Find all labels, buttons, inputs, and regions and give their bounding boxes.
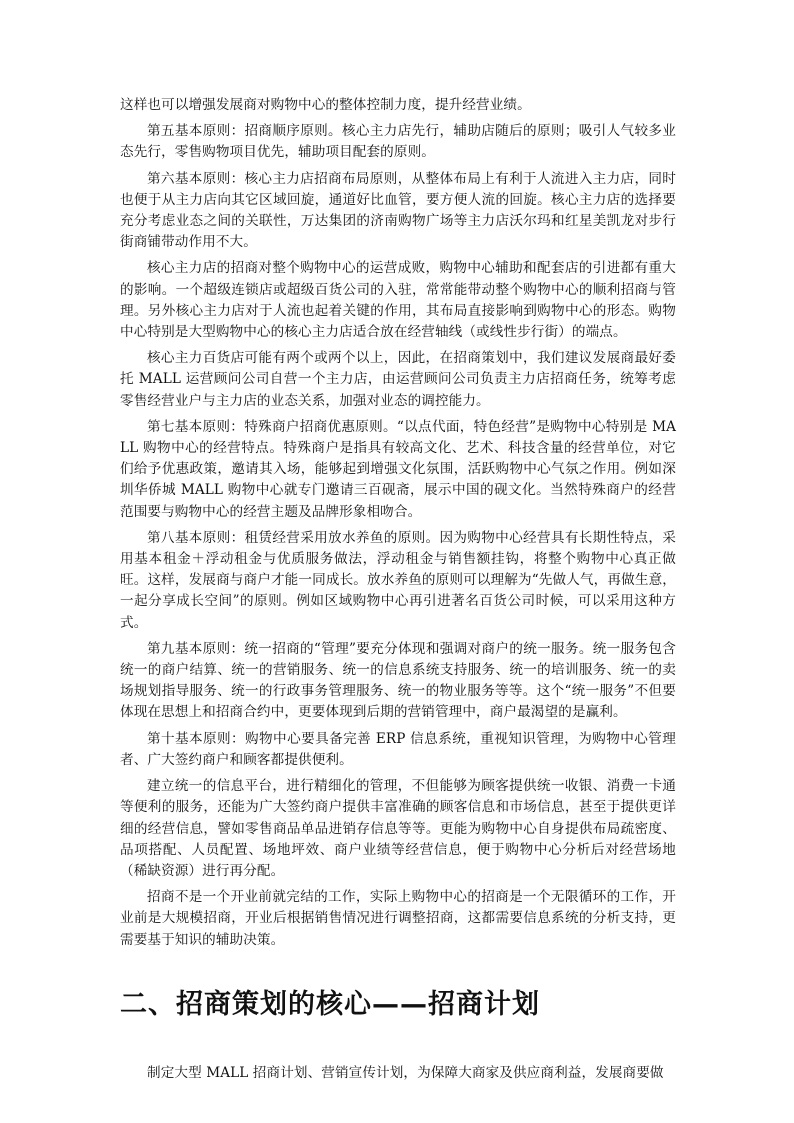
paragraph-principle-7: 第七基本原则：特殊商户招商优惠原则。“以点代面，特色经营”是购物中心特别是 MALL 购物中心的经营特点。特殊商户是指具有较高文化、艺术、科技含量的经营单位，对它们给予优惠政策，邀请其入场，能够起到增强文化氛围，活跃购物中心气氛之作用。例如深圳华侨城 MALL 购物中心就专门邀请三百砚斋，展示中国的砚文化。当然特殊商户的经营范围要与购物中心的经营主题及品牌形象相吻合。	[120, 418, 676, 520]
paragraph-principle-6: 第六基本原则：核心主力店招商布局原则，从整体布局上有利于人流进入主力店，同时也便于从主力店向其它区域回旋，通道好比血管，要方便人流的回旋。核心主力店的选择要充分考虑业态之间的关联性，万达集团的济南购物广场等主力店沃尔玛和红星美凯龙对步行街商铺带动作用不大。	[120, 170, 676, 251]
paragraph-plan-intro: 制定大型 MALL 招商计划、营销宣传计划，为保障大商家及供应商利益，发展商要做	[147, 1064, 664, 1081]
paragraph-continuation: 这样也可以增强发展商对购物中心的整体控制力度，提升经营业绩。	[120, 97, 531, 113]
paragraph-information-platform: 建立统一的信息平台，进行精细化的管理，不但能够为顾客提供统一收银、消费一卡通等便利的服务，还能为广大签约商户提供丰富准确的顾客信息和市场信息，甚至于提供更详细的经营信息，譬如零售商品单品进销存信息等等。更能为购物中心自身提供布局疏密度、品项搭配、人员配置、场地坪效、商户业绩等经营信息，便于购物中心分析后对经营场地（稀缺资源）进行再分配。	[120, 778, 676, 879]
document-page	[120, 95, 676, 1089]
paragraph-anchor-department-store: 核心主力百货店可能有两个或两个以上，因此，在招商策划中，我们建议发展商最好委托 MALL 运营顾问公司自营一个主力店，由运营顾问公司负责主力店招商任务，统筹考虑零售经营业户与主力店的业态关系，加强对业态的调控能力。	[120, 350, 676, 409]
paragraph-principle-9: 第九基本原则：统一招商的“管理”要充分体现和强调对商户的统一服务。统一服务包含统一的商户结算、统一的营销服务、统一的信息系统支持服务、统一的培训服务、统一的卖场规划指导服务、统一的行政事务管理服务、统一的物业服务等等。这个“统一服务”不但要体现在思想上和招商合约中，更要体现到后期的营销管理中，商户最渴望的是赢利。	[120, 640, 676, 721]
paragraph-principle-5: 第五基本原则：招商顺序原则。核心主力店先行，辅助店随后的原则；吸引人气较多业态先行，零售购物项目优先，辅助项目配套的原则。	[120, 123, 676, 161]
paragraph-principle-8: 第八基本原则：租赁经营采用放水养鱼的原则。因为购物中心经营具有长期性特点，采用基本租金＋浮动租金与优质服务做法，浮动租金与销售额挂钩，将整个购物中心真正做旺。这样，发展商与商户才能一同成长。放水养鱼的原则可以理解为“先做人气，再做生意，一起分享成长空间”的原则。例如区域购物中心再引进著名百货公司时候，可以采用这种方式。	[120, 529, 676, 631]
paragraph-recruitment-cycle: 招商不是一个开业前就完结的工作，实际上购物中心的招商是一个无限循环的工作，开业前是大规模招商，开业后根据销售情况进行调整招商，这都需要信息系统的分析支持，更需要基于知识的辅助决策。	[120, 889, 676, 948]
paragraph-principle-10: 第十基本原则：购物中心要具备完善 ERP 信息系统，重视知识管理，为购物中心管理者、广大签约商户和顾客都提供便利。	[120, 730, 676, 768]
section-heading: 二、招商策划的核心——招商计划	[120, 988, 540, 1020]
paragraph-anchor-store-impact: 核心主力店的招商对整个购物中心的运营成败，购物中心辅助和配套店的引进都有重大的影响。一个超级连锁店或超级百货公司的入驻，常常能带动整个购物中心的顺利招商与管理。另外核心主力店对于人流也起着关键的作用，其布局直接影响到购物中心的形态。购物中心特别是大型购物中心的核心主力店适合放在经营轴线（或线性步行街）的端点。	[120, 260, 676, 341]
